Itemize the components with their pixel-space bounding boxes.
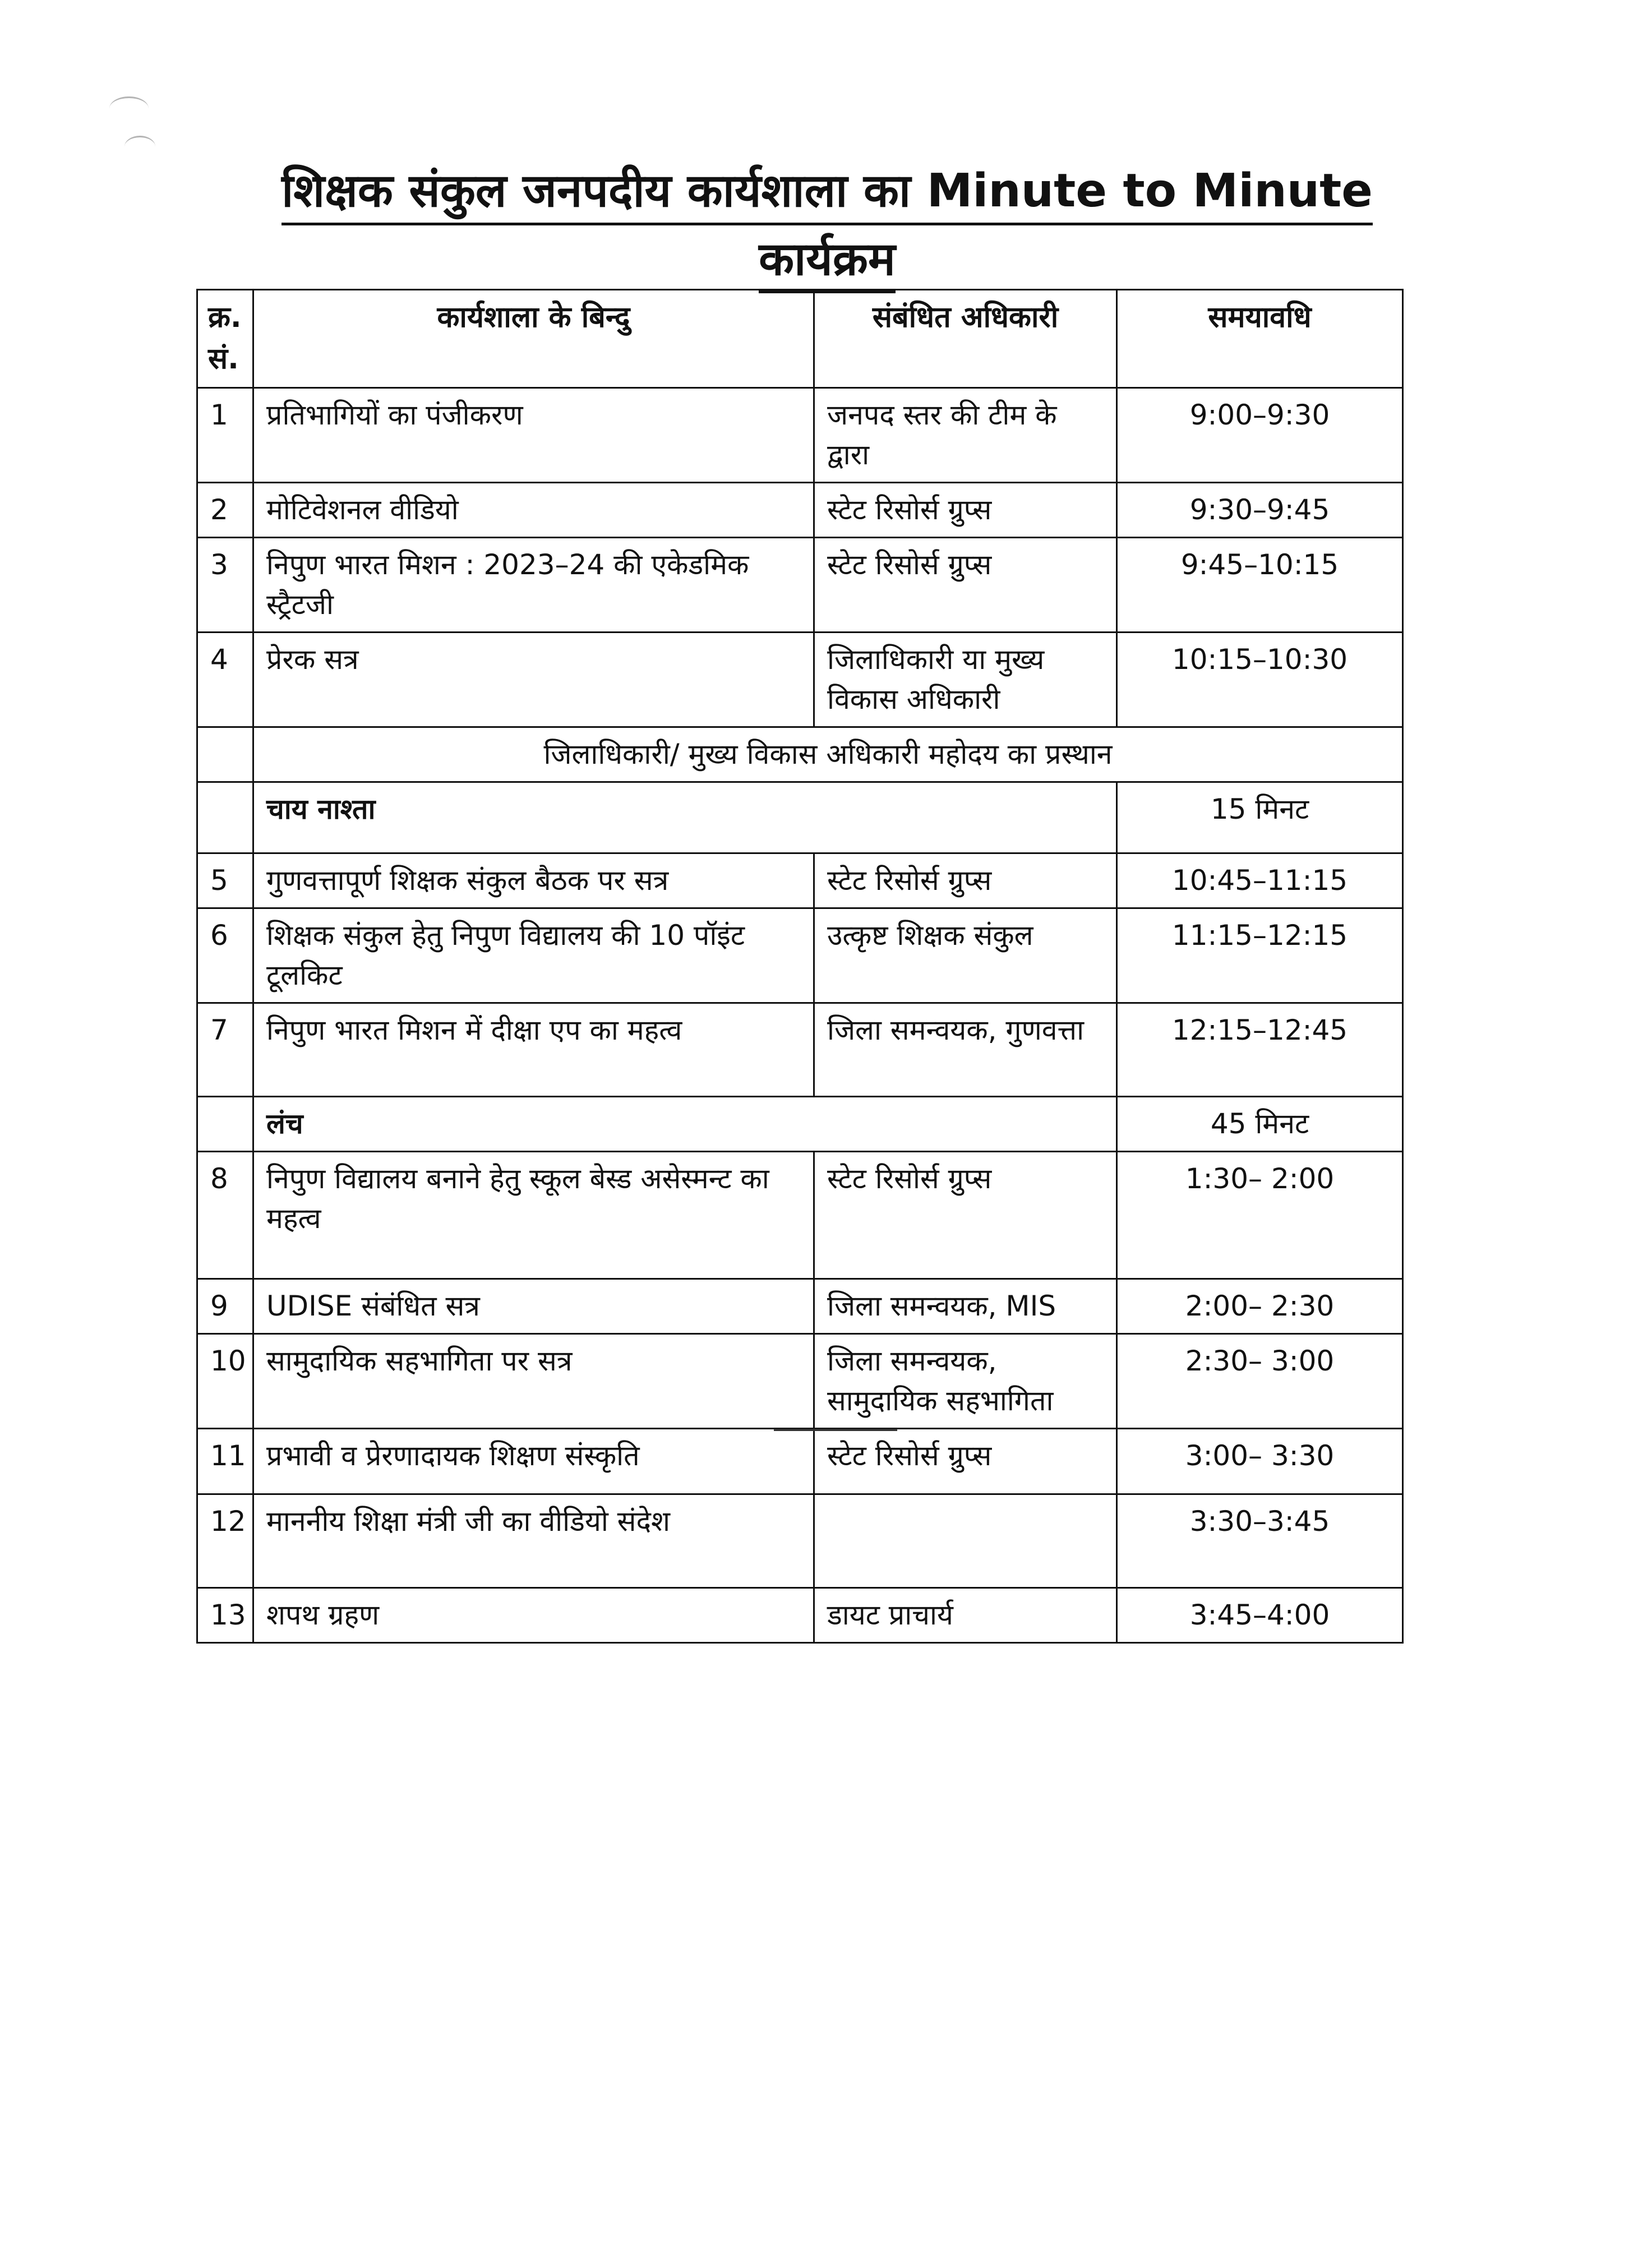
row-officer: स्टेट रिसोर्स ग्रुप्स <box>814 537 1117 632</box>
row-officer: जिला समन्वयक, गुणवत्ता <box>814 1003 1117 1096</box>
table-row <box>197 1151 1403 1279</box>
table-header-row <box>197 290 1403 388</box>
table-row <box>197 537 1403 632</box>
header-serial: क्र. सं. <box>197 290 253 388</box>
tea-break-time: 15 मिनट <box>1117 782 1403 853</box>
row-topic: निपुण भारत मिशन में दीक्षा एप का महत्व <box>253 1003 814 1096</box>
row-serial: 13 <box>197 1587 253 1642</box>
departure-notice: जिलाधिकारी/ मुख्य विकास अधिकारी महोदय का प्रस्थान <box>253 727 1403 782</box>
notice-row <box>197 727 1403 782</box>
table-row <box>197 1003 1403 1096</box>
schedule-table <box>196 289 1404 1644</box>
tea-break-serial-cell <box>197 782 253 853</box>
title-line-2: कार्यक्रम <box>759 231 896 294</box>
row-serial: 3 <box>197 537 253 632</box>
row-time: 9:45–10:15 <box>1117 537 1403 632</box>
table-row <box>197 482 1403 537</box>
row-officer: स्टेट रिसोर्स ग्रुप्स <box>814 1151 1117 1279</box>
row-time: 2:30– 3:00 <box>1117 1333 1403 1428</box>
row-topic: गुणवत्तापूर्ण शिक्षक संकुल बैठक पर सत्र <box>253 853 814 908</box>
row-topic: शिक्षक संकुल हेतु निपुण विद्यालय की 10 पॉइंट टूलकिट <box>253 908 814 1003</box>
row-officer: जनपद स्तर की टीम के द्वारा <box>814 387 1117 482</box>
table-row <box>197 908 1403 1003</box>
row-serial: 12 <box>197 1494 253 1587</box>
lunch-serial-cell <box>197 1096 253 1151</box>
table-row <box>197 1428 1403 1494</box>
tea-break-row <box>197 782 1403 853</box>
row-time: 9:00–9:30 <box>1117 387 1403 482</box>
end-of-document-line <box>774 1429 897 1431</box>
row-serial: 10 <box>197 1333 253 1428</box>
scan-artifact-mark <box>124 136 155 158</box>
row-serial: 2 <box>197 482 253 537</box>
row-officer: उत्कृष्ट शिक्षक संकुल <box>814 908 1117 1003</box>
scan-artifact-mark <box>109 96 149 121</box>
row-officer: जिला समन्वयक, MIS <box>814 1279 1117 1333</box>
row-topic: मोटिवेशनल वीडियो <box>253 482 814 537</box>
row-serial: 7 <box>197 1003 253 1096</box>
row-topic: निपुण भारत मिशन : 2023–24 की एकेडमिक स्ट्रैटजी <box>253 537 814 632</box>
row-serial: 5 <box>197 853 253 908</box>
row-officer: स्टेट रिसोर्स ग्रुप्स <box>814 853 1117 908</box>
header-duration: समयावधि <box>1117 290 1403 388</box>
row-officer: जिला समन्वयक, सामुदायिक सहभागिता <box>814 1333 1117 1428</box>
header-topic: कार्यशाला के बिन्दु <box>253 290 814 388</box>
row-time: 2:00– 2:30 <box>1117 1279 1403 1333</box>
tea-break-label: चाय नाश्ता <box>253 782 1117 853</box>
header-officer: संबंधित अधिकारी <box>814 290 1117 388</box>
row-time: 3:00– 3:30 <box>1117 1428 1403 1494</box>
row-topic: प्रतिभागियों का पंजीकरण <box>253 387 814 482</box>
row-serial: 6 <box>197 908 253 1003</box>
row-time: 9:30–9:45 <box>1117 482 1403 537</box>
row-topic: सामुदायिक सहभागिता पर सत्र <box>253 1333 814 1428</box>
title-line-1: शिक्षक संकुल जनपदीय कार्यशाला का Minute to Minute <box>282 163 1373 225</box>
row-serial: 11 <box>197 1428 253 1494</box>
row-serial: 9 <box>197 1279 253 1333</box>
row-topic: शपथ ग्रहण <box>253 1587 814 1642</box>
row-topic: माननीय शिक्षा मंत्री जी का वीडियो संदेश <box>253 1494 814 1587</box>
row-time: 1:30– 2:00 <box>1117 1151 1403 1279</box>
page-title <box>224 163 1430 293</box>
row-time: 3:45–4:00 <box>1117 1587 1403 1642</box>
table-row <box>197 1494 1403 1587</box>
lunch-row <box>197 1096 1403 1151</box>
row-topic: प्रेरक सत्र <box>253 632 814 727</box>
row-serial: 8 <box>197 1151 253 1279</box>
row-serial: 4 <box>197 632 253 727</box>
row-time: 10:45–11:15 <box>1117 853 1403 908</box>
row-topic: UDISE संबंधित सत्र <box>253 1279 814 1333</box>
notice-serial-cell <box>197 727 253 782</box>
table-row <box>197 1587 1403 1642</box>
table-row <box>197 853 1403 908</box>
row-serial: 1 <box>197 387 253 482</box>
table-row <box>197 387 1403 482</box>
row-time: 10:15–10:30 <box>1117 632 1403 727</box>
lunch-label: लंच <box>253 1096 1117 1151</box>
row-officer <box>814 1494 1117 1587</box>
lunch-time: 45 मिनट <box>1117 1096 1403 1151</box>
row-officer: स्टेट रिसोर्स ग्रुप्स <box>814 482 1117 537</box>
row-officer: जिलाधिकारी या मुख्य विकास अधिकारी <box>814 632 1117 727</box>
table-row <box>197 1279 1403 1333</box>
row-time: 3:30–3:45 <box>1117 1494 1403 1587</box>
row-time: 12:15–12:45 <box>1117 1003 1403 1096</box>
row-topic: प्रभावी व प्रेरणादायक शिक्षण संस्कृति <box>253 1428 814 1494</box>
row-topic: निपुण विद्यालय बनाने हेतु स्कूल बेस्ड असेस्मन्ट का महत्व <box>253 1151 814 1279</box>
table-row <box>197 632 1403 727</box>
row-officer: डायट प्राचार्य <box>814 1587 1117 1642</box>
row-time: 11:15–12:15 <box>1117 908 1403 1003</box>
row-officer: स्टेट रिसोर्स ग्रुप्स <box>814 1428 1117 1494</box>
table-row <box>197 1333 1403 1428</box>
